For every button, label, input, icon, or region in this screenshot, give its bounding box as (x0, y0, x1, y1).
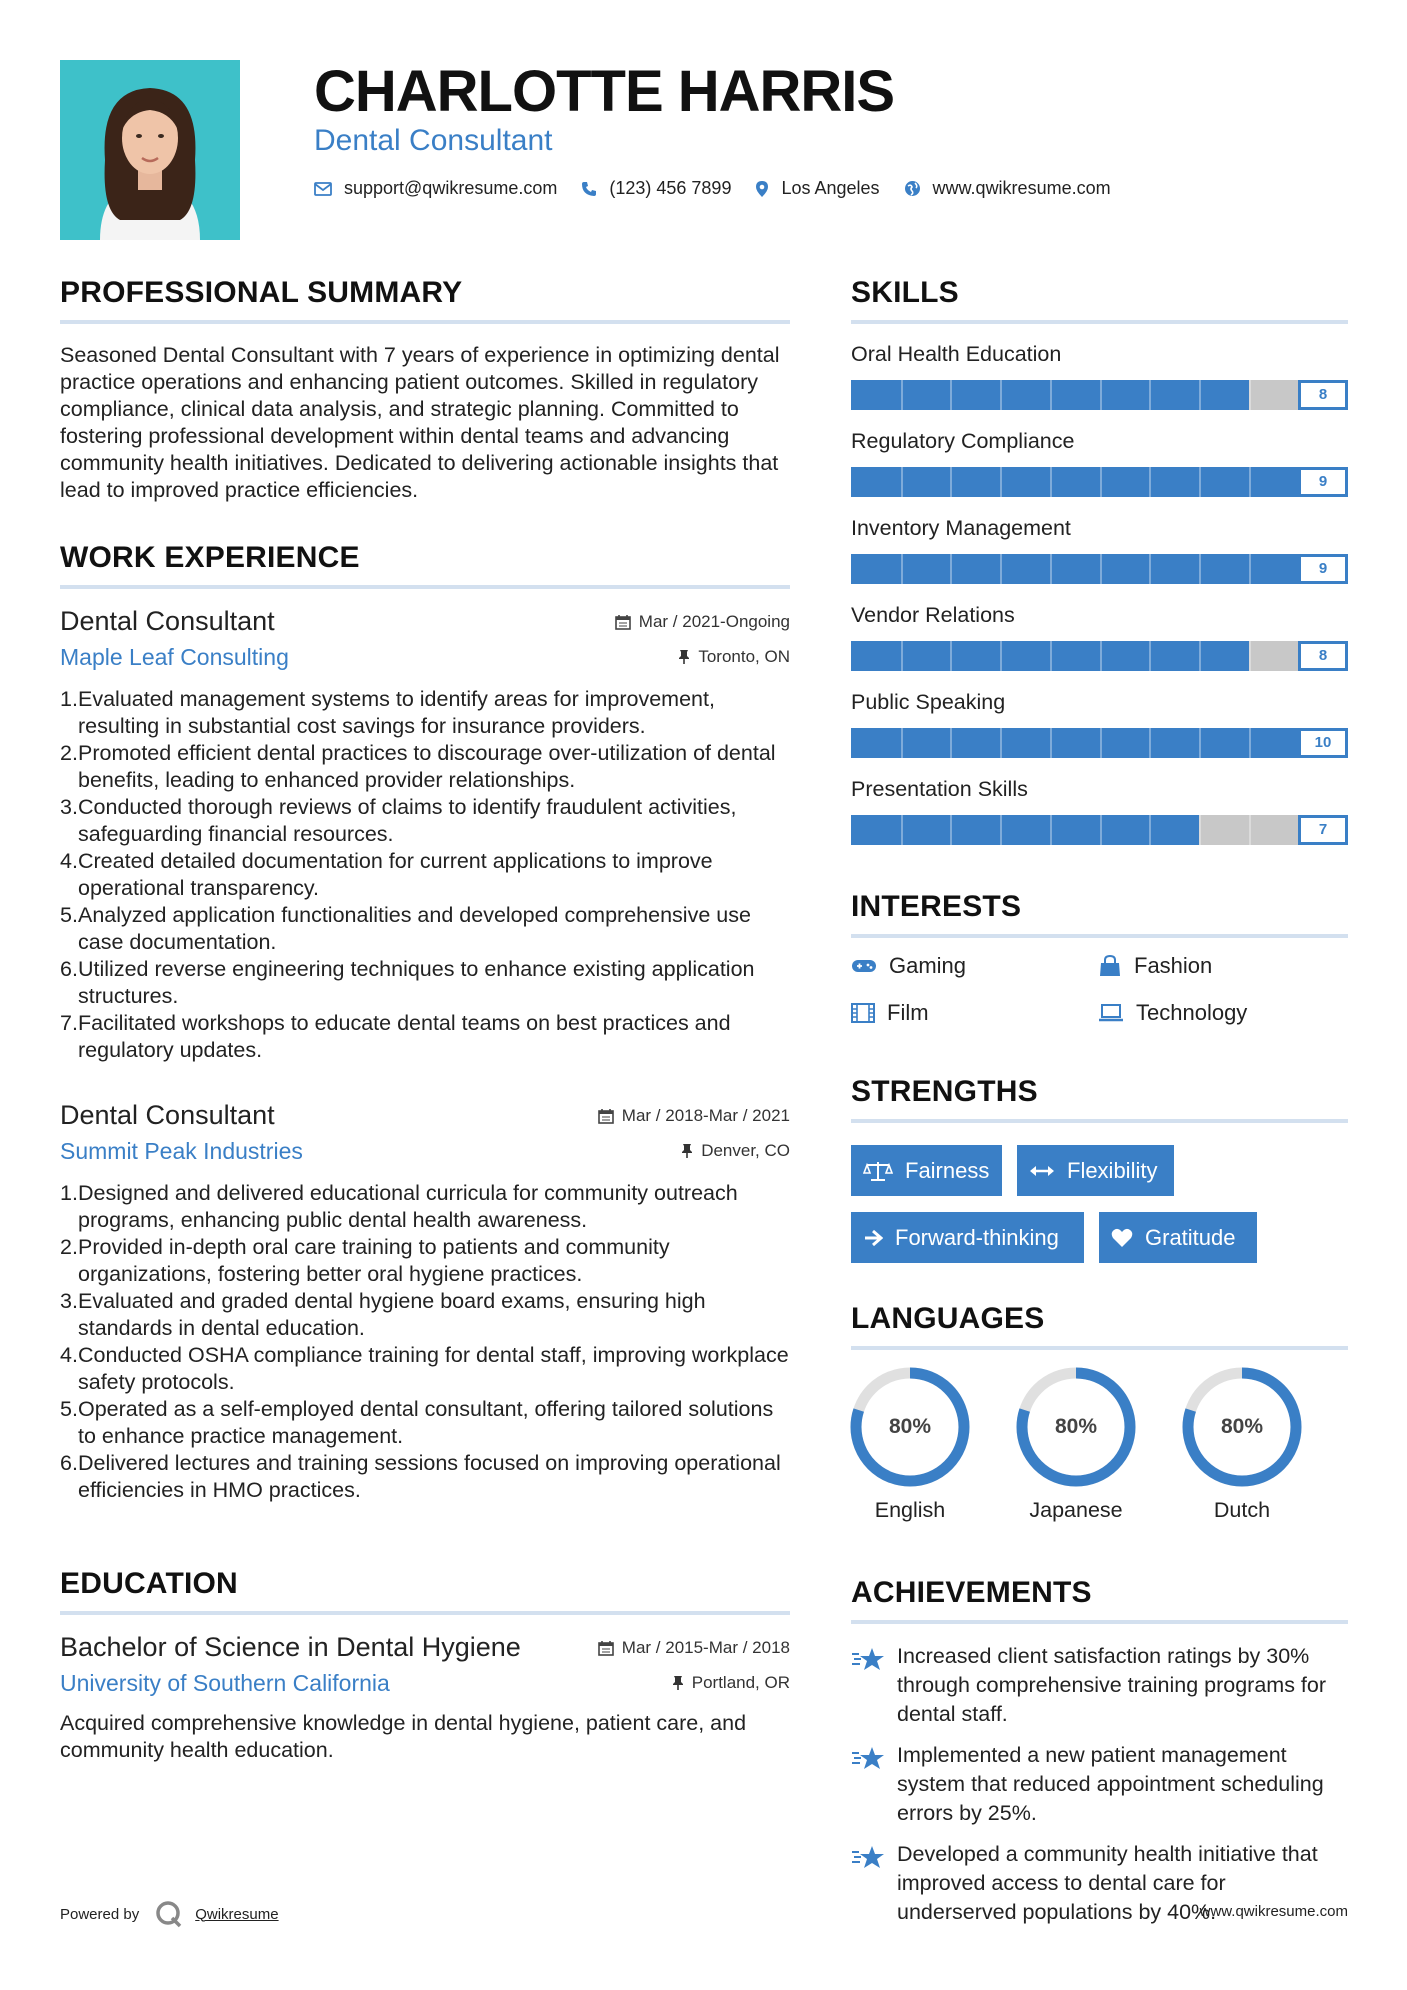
skill-segment-divider (1000, 641, 1002, 671)
skill-bar (851, 380, 1348, 410)
footer-url[interactable]: www.qwikresume.com (1199, 1903, 1348, 1920)
contact-website-text: www.qwikresume.com (932, 178, 1111, 198)
skill-segment-divider (950, 641, 952, 671)
job-dates-text: Mar / 2018-Mar / 2021 (621, 1106, 790, 1125)
skill-label: Oral Health Education (851, 342, 1062, 366)
language-percent: 80% (1054, 1415, 1098, 1438)
language-percent: 80% (1220, 1415, 1264, 1438)
education-text: Acquired comprehensive knowledge in dental hygiene, patient care, and community health education. (60, 1711, 747, 1762)
skill-bar (851, 728, 1348, 758)
skill-label: Presentation Skills (851, 777, 1028, 801)
skill-segment-divider (1249, 554, 1251, 584)
skill-segment-divider (1050, 728, 1052, 758)
pushpin-icon (681, 1143, 693, 1159)
list-item: 1. Designed and delivered educational curricula for community outreach programs, enhancing public dental health awareness. (60, 1181, 738, 1232)
skill-bar (851, 815, 1348, 845)
contact-bar (314, 178, 1135, 199)
interest-film (851, 1000, 929, 1026)
summary-text: Seasoned Dental Consultant with 7 years of experience in optimizing dental practice operations and enhancing patient outcomes. Skilled in regulatory compliance, clinical data analysis, and strategic planning. Committed to fostering professional development within dental teams and advancing community health initiatives. Dedicated to delivering actionable insights that lead to improved practice efficiencies. (60, 343, 780, 502)
skill-label: Regulatory Compliance (851, 429, 1075, 453)
skill-segment-divider (950, 815, 952, 845)
job-title: Dental Consultant (60, 1100, 275, 1130)
strengths-heading: STRENGTHS (851, 1075, 1038, 1108)
achievements-heading: ACHIEVEMENTS (851, 1576, 1092, 1609)
map-pin-icon (755, 180, 769, 198)
skill-segment-divider (1199, 380, 1201, 410)
language-percent: 80% (888, 1415, 932, 1438)
skill-segment-divider (1100, 728, 1102, 758)
list-item: 1. Evaluated management systems to identify areas for improvement, resulting in substantial cost savings for insurance providers. (60, 687, 715, 738)
skill-segment-divider (1050, 467, 1052, 497)
skill-segment-divider (1000, 467, 1002, 497)
skill-segment-divider (1050, 380, 1052, 410)
skill-segment-divider (1199, 554, 1201, 584)
interest-label: Fashion (1134, 953, 1213, 978)
shooting-star-icon (851, 1844, 885, 1872)
list-item: 4. Conducted OSHA compliance training for dental staff, improving workplace safety protocols. (60, 1343, 789, 1394)
list-item: 6. Utilized reverse engineering techniques to enhance existing application structures. (60, 957, 755, 1008)
shopping-bag-icon (1098, 955, 1122, 977)
skill-score: 7 (1298, 815, 1348, 845)
list-item: 3. Conducted thorough reviews of claims to identify fraudulent activities, safeguarding financial resources. (60, 795, 737, 846)
language-item (1015, 1366, 1137, 1523)
skill-segment-divider (1149, 380, 1151, 410)
gamepad-icon (851, 958, 877, 974)
interests-heading: INTERESTS (851, 890, 1022, 923)
summary-divider (60, 320, 790, 324)
achievement-item (851, 1741, 1348, 1828)
skill-label: Vendor Relations (851, 603, 1015, 627)
achievements-divider (851, 1620, 1348, 1624)
education-entry (60, 1632, 790, 1764)
list-item: 2. Promoted efficient dental practices to discourage over-utilization of dental benefits, leading to enhanced provider relationships. (60, 741, 776, 792)
skill-segment-divider (901, 467, 903, 497)
skill-segment-divider (1050, 554, 1052, 584)
calendar-icon (598, 1108, 614, 1124)
heart-icon (1111, 1228, 1133, 1248)
skill-segment-divider (1249, 467, 1251, 497)
strengths-divider (851, 1119, 1348, 1123)
degree-title: Bachelor of Science in Dental Hygiene (60, 1632, 521, 1662)
contact-location (755, 178, 879, 199)
language-name: Dutch (1213, 1498, 1271, 1522)
education-divider (60, 1611, 790, 1615)
skill-segment-divider (1199, 728, 1201, 758)
job-location (678, 647, 790, 667)
job-location-text: Denver, CO (701, 1141, 790, 1160)
language-ring (1015, 1366, 1137, 1488)
job-entry (60, 606, 790, 1064)
strength-label: Gratitude (1145, 1224, 1236, 1250)
profile-photo (60, 60, 240, 240)
strength-label: Fairness (905, 1157, 990, 1183)
skill-segment-divider (950, 467, 952, 497)
skill-item (851, 603, 1348, 671)
languages-heading: LANGUAGES (851, 1302, 1045, 1335)
skill-label: Public Speaking (851, 690, 1006, 714)
skill-segment-divider (1149, 728, 1151, 758)
job-bullets (60, 1180, 790, 1504)
job-bullets (60, 686, 790, 1064)
list-item: 2. Provided in-depth oral care training to patients and community organizations, fostering better oral hygiene practices. (60, 1235, 670, 1286)
skill-item (851, 690, 1348, 758)
skill-score: 10 (1298, 728, 1348, 758)
list-item: 5. Analyzed application functionalities and developed comprehensive use case documentation. (60, 903, 751, 954)
language-name: Japanese (1029, 1498, 1123, 1522)
summary-heading: PROFESSIONAL SUMMARY (60, 276, 463, 309)
candidate-role: Dental Consultant (314, 124, 553, 157)
skill-segment-divider (1100, 641, 1102, 671)
skill-segment-divider (1000, 728, 1002, 758)
phone-icon (581, 181, 597, 197)
skill-item (851, 777, 1348, 845)
job-location (681, 1141, 790, 1161)
job-title: Dental Consultant (60, 606, 275, 636)
interest-gaming (851, 953, 966, 979)
interest-label: Technology (1136, 1000, 1248, 1025)
qwikresume-logo-icon (155, 1900, 183, 1928)
skill-segment-divider (1199, 815, 1201, 845)
skill-label: Inventory Management (851, 516, 1071, 540)
education-location (672, 1673, 790, 1693)
skill-segment-divider (901, 554, 903, 584)
arrow-right-icon (863, 1229, 883, 1247)
skill-segment-divider (901, 641, 903, 671)
skill-item (851, 516, 1348, 584)
laptop-icon (1098, 1004, 1124, 1022)
skill-segment-divider (901, 728, 903, 758)
skill-segment-divider (1000, 380, 1002, 410)
school-name: University of Southern California (60, 1670, 390, 1696)
list-item: 5. Operated as a self-employed dental consultant, offering tailored solutions to enhance practice management. (60, 1397, 774, 1448)
film-icon (851, 1003, 875, 1023)
skill-score: 9 (1298, 467, 1348, 497)
job-company: Maple Leaf Consulting (60, 644, 289, 670)
skill-segment-divider (1050, 641, 1052, 671)
pushpin-icon (678, 649, 690, 665)
skill-fill (851, 815, 1199, 845)
skill-bar (851, 467, 1348, 497)
skill-segment-divider (1149, 815, 1151, 845)
language-name: English (874, 1498, 946, 1522)
strength-badge (851, 1212, 1084, 1263)
skill-segment-divider (1100, 554, 1102, 584)
envelope-icon (314, 182, 332, 196)
balance-scale-icon (863, 1160, 893, 1182)
powered-by (60, 1900, 279, 1928)
skills-heading: SKILLS (851, 276, 959, 309)
skill-segment-divider (1149, 554, 1151, 584)
skills-divider (851, 320, 1348, 324)
experience-heading: WORK EXPERIENCE (60, 541, 360, 574)
job-dates (615, 612, 790, 632)
powered-by-label: Powered by (60, 1905, 140, 1923)
language-item (1181, 1366, 1303, 1523)
strength-label: Forward-thinking (895, 1224, 1059, 1250)
skill-segment-divider (1249, 380, 1251, 410)
list-item: 3. Evaluated and graded dental hygiene board exams, ensuring high standards in dental education. (60, 1289, 706, 1340)
achievement-text: Developed a community health initiative that improved access to dental care for underserved populations by 40%. (897, 1842, 1318, 1924)
skill-score: 9 (1298, 554, 1348, 584)
achievement-text: Increased client satisfaction ratings by 30% through comprehensive training programs for dental staff. (897, 1644, 1327, 1726)
skill-segment-divider (1249, 815, 1251, 845)
education-location-text: Portland, OR (691, 1673, 790, 1692)
skill-segment-divider (1149, 641, 1151, 671)
job-dates-text: Mar / 2021-Ongoing (638, 612, 790, 631)
skill-score: 8 (1298, 641, 1348, 671)
contact-location-text: Los Angeles (781, 178, 880, 198)
achievement-item (851, 1642, 1348, 1729)
arrows-horizontal-icon (1029, 1164, 1055, 1178)
list-item: 6. Delivered lectures and training sessions focused on improving operational efficiencies in HMO practices. (60, 1451, 781, 1502)
job-company: Summit Peak Industries (60, 1138, 303, 1164)
education-dates (598, 1638, 790, 1658)
interest-label: Film (887, 1000, 929, 1025)
shooting-star-icon (851, 1646, 885, 1674)
strength-badge (1017, 1145, 1174, 1196)
skill-segment-divider (1000, 554, 1002, 584)
skill-segment-divider (901, 380, 903, 410)
contact-phone-text: (123) 456 7899 (609, 178, 732, 198)
list-item: 7. Facilitated workshops to educate dental teams on best practices and regulatory updates. (60, 1011, 731, 1062)
skill-segment-divider (1249, 728, 1251, 758)
strength-label: Flexibility (1067, 1157, 1158, 1183)
skill-segment-divider (1149, 467, 1151, 497)
language-ring (849, 1366, 971, 1488)
experience-divider (60, 585, 790, 589)
skill-bar (851, 641, 1348, 671)
job-entry (60, 1100, 790, 1504)
skill-item (851, 342, 1348, 410)
languages-divider (851, 1346, 1348, 1350)
skill-segment-divider (1100, 380, 1102, 410)
skill-item (851, 429, 1348, 497)
skill-segment-divider (1199, 641, 1201, 671)
job-location-text: Toronto, ON (698, 647, 790, 666)
job-dates (598, 1106, 790, 1126)
skill-score: 8 (1298, 380, 1348, 410)
education-heading: EDUCATION (60, 1567, 238, 1600)
strength-badge (851, 1145, 1002, 1196)
contact-phone[interactable] (581, 178, 731, 199)
skill-segment-divider (1100, 467, 1102, 497)
skill-segment-divider (1199, 467, 1201, 497)
contact-email-text: support@qwikresume.com (344, 178, 558, 198)
interests-divider (851, 934, 1348, 938)
skill-segment-divider (1000, 815, 1002, 845)
skill-fill (851, 467, 1298, 497)
skill-segment-divider (950, 380, 952, 410)
interest-label: Gaming (889, 953, 967, 978)
qwikresume-link[interactable]: Qwikresume (195, 1905, 279, 1923)
calendar-icon (598, 1640, 614, 1656)
skill-segment-divider (950, 728, 952, 758)
contact-website[interactable] (904, 178, 1111, 199)
shooting-star-icon (851, 1745, 885, 1773)
interest-fashion (1098, 953, 1212, 979)
pushpin-icon (672, 1675, 684, 1691)
language-item (849, 1366, 971, 1523)
interest-technology (1098, 1000, 1247, 1026)
list-item: 4. Created detailed documentation for current applications to improve operational transparency. (60, 849, 713, 900)
language-ring (1181, 1366, 1303, 1488)
strength-badge (1099, 1212, 1257, 1263)
achievement-text: Implemented a new patient management system that reduced appointment scheduling errors by 25%. (897, 1743, 1324, 1825)
globe-icon (904, 180, 921, 197)
candidate-name: CHARLOTTE HARRIS (314, 59, 895, 124)
calendar-icon (615, 614, 631, 630)
skill-fill (851, 554, 1298, 584)
education-dates-text: Mar / 2015-Mar / 2018 (621, 1638, 790, 1657)
skill-segment-divider (901, 815, 903, 845)
skill-segment-divider (950, 554, 952, 584)
skill-bar (851, 554, 1348, 584)
skill-segment-divider (1100, 815, 1102, 845)
skill-segment-divider (1249, 641, 1251, 671)
skill-segment-divider (1050, 815, 1052, 845)
contact-email[interactable] (314, 178, 557, 199)
